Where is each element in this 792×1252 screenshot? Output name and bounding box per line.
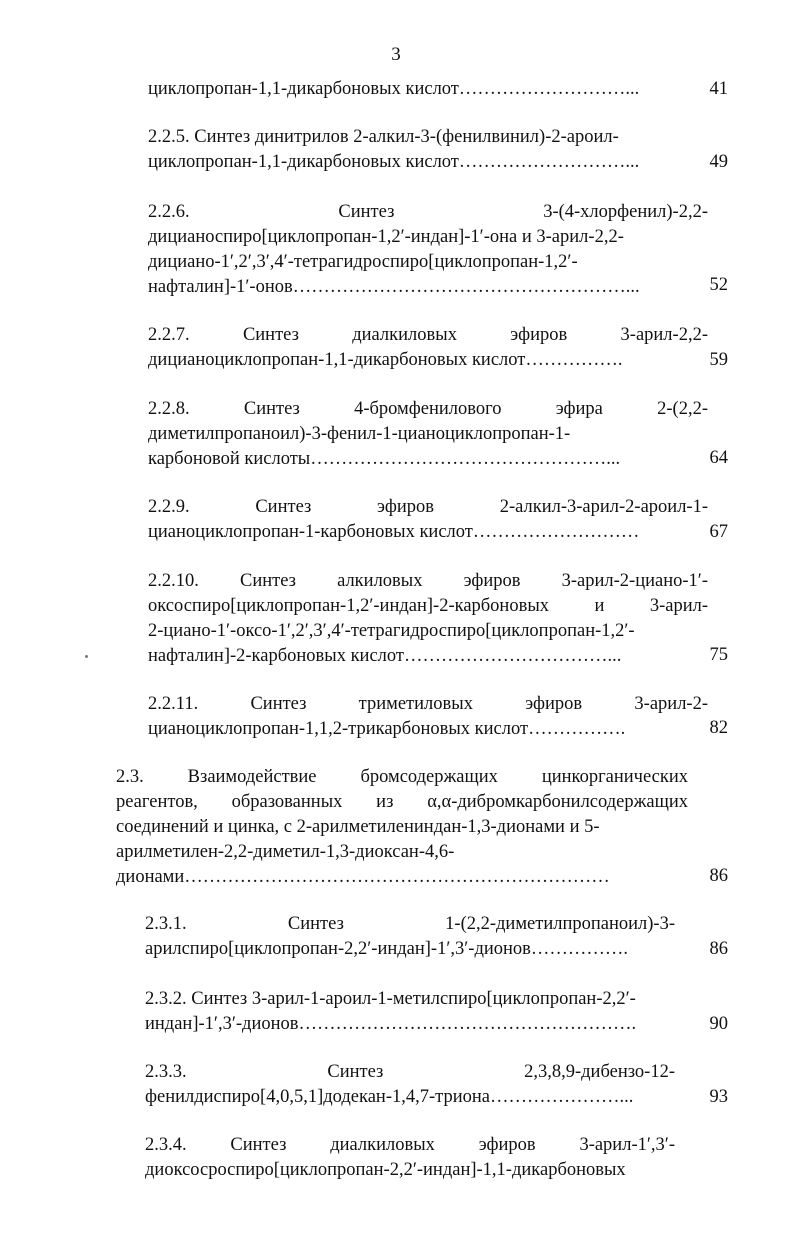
toc-entry-line: фенилдиспиро[4,0,5,1]додекан-1,4,7-триона…………………... bbox=[145, 1087, 634, 1107]
toc-entry-line: 2-циано-1′-оксо-1′,2′,3′,4′-тетрагидроспиро[циклопропан-1,2′- bbox=[148, 621, 635, 641]
toc-page-ref: 93 bbox=[709, 1087, 728, 1107]
toc-entry-line: карбоновой кислоты…………………………………………... bbox=[148, 449, 621, 469]
toc-entry bbox=[148, 397, 708, 472]
toc-entry-line: нафталин]-1′-онов………………………………………………... bbox=[148, 277, 640, 297]
toc-entry-line: арилметилен-2,2-диметил-1,3-диоксан-4,6- bbox=[116, 842, 455, 862]
toc-page-ref: 86 bbox=[709, 866, 728, 886]
toc-entry-line: 2.2.9. Синтез эфиров 2-алкил-3-арил-2-ароил-1- bbox=[148, 497, 708, 517]
toc-page-ref: 59 bbox=[709, 350, 728, 370]
toc-page-ref: 75 bbox=[709, 645, 728, 665]
toc-entry-line: 2.2.10. Синтез алкиловых эфиров 3-арил-2-циано-1′- bbox=[148, 571, 708, 591]
toc-page-ref: 86 bbox=[709, 939, 728, 959]
toc-entry-line: 2.2.5. Синтез динитрилов 2-алкил-3-(фенилвинил)-2-ароил- bbox=[148, 127, 619, 147]
toc-entry bbox=[148, 692, 708, 742]
toc-entry-line: цианоциклопропан-1-карбоновых кислот……………………… bbox=[148, 522, 640, 542]
toc-page-ref: 82 bbox=[709, 718, 728, 738]
toc-entry bbox=[148, 323, 708, 373]
margin-mark bbox=[85, 655, 88, 658]
toc-page-ref: 67 bbox=[709, 522, 728, 542]
toc-page-ref: 64 bbox=[709, 448, 728, 468]
toc-section-entry bbox=[116, 765, 688, 890]
toc-entry-line: 2.3.4. Синтез диалкиловых эфиров 3-арил-1′,3′- bbox=[145, 1135, 675, 1155]
toc-entry-line: 2.3.2. Синтез 3-арил-1-ароил-1-метилспиро[циклопропан-2,2′- bbox=[145, 989, 636, 1009]
toc-entry bbox=[148, 569, 708, 669]
toc-entry-line: 2.2.6. Синтез 3-(4-хлорфенил)-2,2- bbox=[148, 202, 708, 222]
toc-entry-line: дионами…………………………………………………………… bbox=[116, 867, 610, 887]
toc-entry-line: цианоциклопропан-1,1,2-трикарбоновых кислот……………. bbox=[148, 719, 626, 739]
toc-entry bbox=[145, 1060, 675, 1110]
toc-entry-line: диметилпропаноил)-3-фенил-1-цианоциклопропан-1- bbox=[148, 424, 571, 444]
toc-entry-line: циклопропан-1,1-дикарбоновых кислот………………………... bbox=[148, 79, 640, 99]
toc-entry-line: соединений и цинка, с 2-арилметилениндан-1,3-дионами и 5- bbox=[116, 817, 600, 837]
toc-entry-line: 2.3.1. Синтез 1-(2,2-диметилпропаноил)-3- bbox=[145, 914, 675, 934]
toc-page-ref: 41 bbox=[709, 79, 728, 99]
toc-entry-line: дицианоспиро[циклопропан-1,2′-индан]-1′-она и 3-арил-2,2- bbox=[148, 227, 624, 247]
toc-entry bbox=[145, 1133, 675, 1183]
toc-page-ref: 90 bbox=[709, 1014, 728, 1034]
toc-entry bbox=[148, 77, 708, 102]
toc-entry-line: оксоспиро[циклопропан-1,2′-индан]-2-карбоновых и 3-арил- bbox=[148, 596, 708, 616]
toc-entry-line: 2.2.7. Синтез диалкиловых эфиров 3-арил-2,2- bbox=[148, 325, 708, 345]
toc-entry-line: индан]-1′,3′-дионов………………………………………………. bbox=[145, 1014, 637, 1034]
toc-entry-line: арилспиро[циклопропан-2,2′-индан]-1′,3′-дионов……………. bbox=[145, 939, 629, 959]
toc-entry-line: 2.2.11. Синтез триметиловых эфиров 3-арил-2- bbox=[148, 694, 708, 714]
toc-page-ref: 49 bbox=[709, 152, 728, 172]
toc-entry-line: дициано-1′,2′,3′,4′-тетрагидроспиро[циклопропан-1,2′- bbox=[148, 252, 578, 272]
toc-entry bbox=[145, 912, 675, 962]
toc-entry-line: 2.2.8. Синтез 4-бромфенилового эфира 2-(2,2- bbox=[148, 399, 708, 419]
toc-entry bbox=[148, 200, 708, 300]
toc-entry-line: нафталин]-2-карбоновых кислот……………………………... bbox=[148, 646, 622, 666]
toc-entry bbox=[148, 495, 708, 545]
toc-entry-line: диоксосроспиро[циклопропан-2,2′-индан]-1,1-дикарбоновых bbox=[145, 1160, 626, 1180]
toc-entry bbox=[148, 125, 708, 175]
toc-entry-line: циклопропан-1,1-дикарбоновых кислот………………………... bbox=[148, 152, 640, 172]
toc-entry-line: 2.3. Взаимодействие бромсодержащих цинкорганических bbox=[116, 767, 688, 787]
toc-entry-line: 2.3.3. Синтез 2,3,8,9-дибензо-12- bbox=[145, 1062, 675, 1082]
toc-entry bbox=[145, 987, 675, 1037]
toc-entry-line: реагентов, образованных из α,α-дибромкарбонилсодержащих bbox=[116, 792, 688, 812]
toc-page-ref: 52 bbox=[709, 275, 728, 295]
page-number: 3 bbox=[391, 44, 401, 65]
toc-entry-line: дицианоциклопропан-1,1-дикарбоновых кислот……………. bbox=[148, 350, 623, 370]
